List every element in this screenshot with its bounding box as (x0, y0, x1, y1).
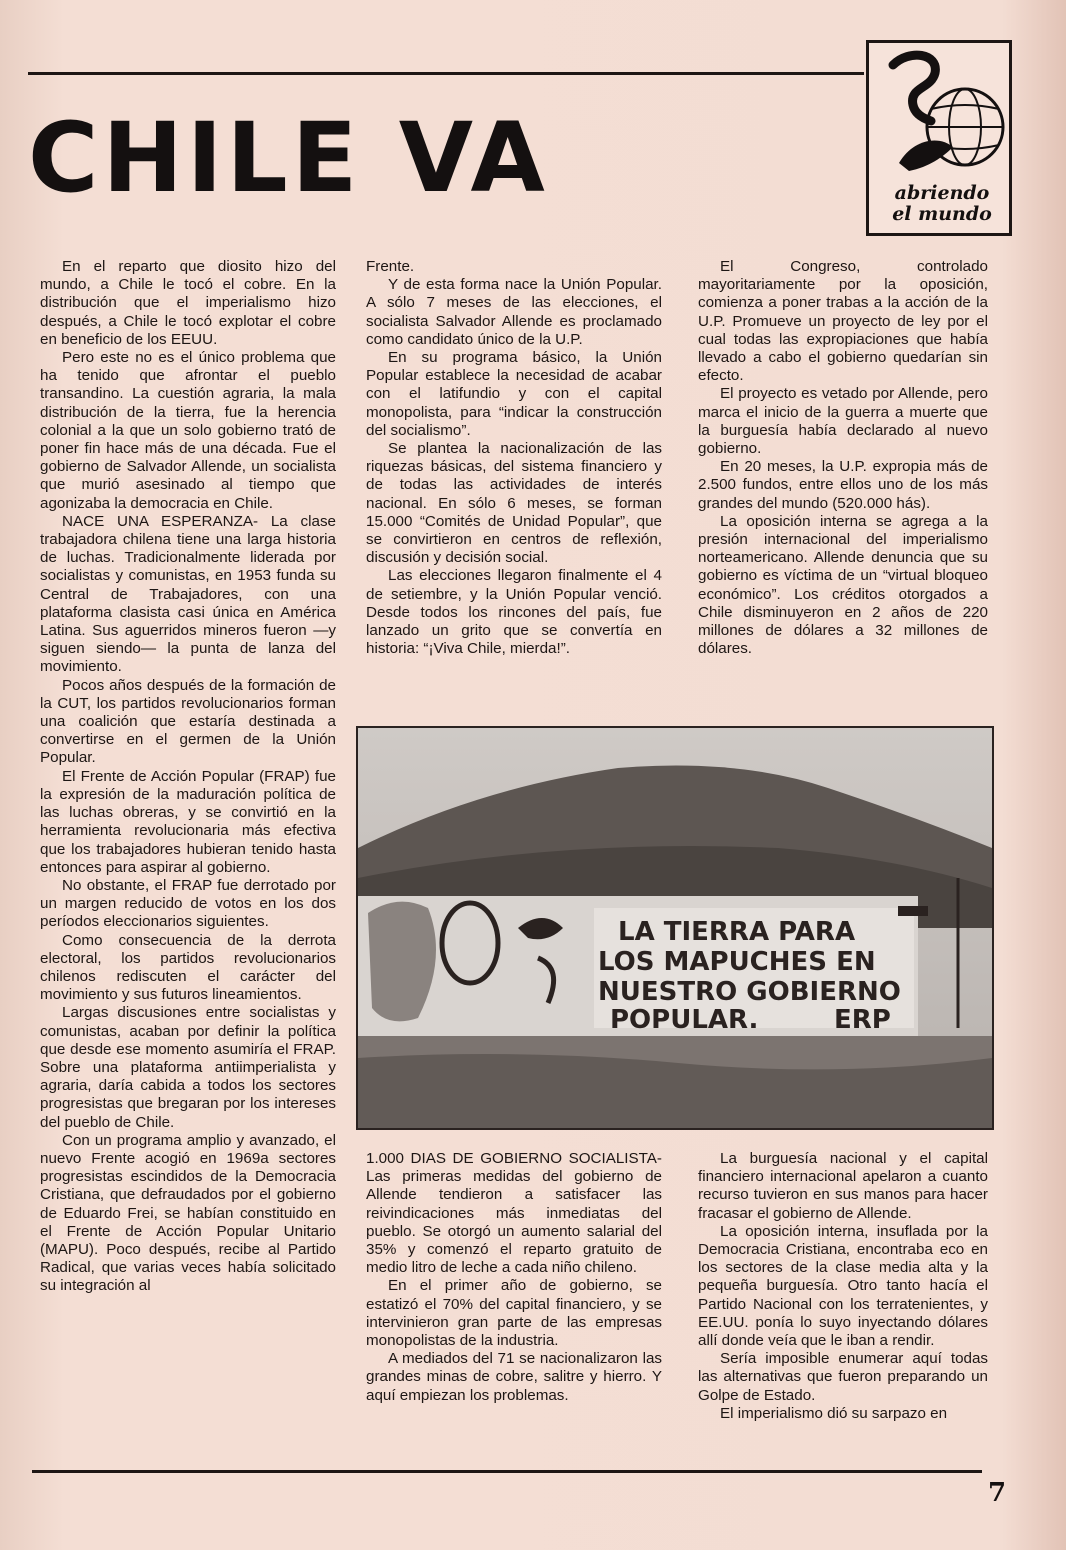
mural-line-3: NUESTRO GOBIERNO (598, 977, 901, 1007)
paragraph: Con un programa amplio y avanzado, el nuevo Frente acogió en 1969a sectores progresistas escindidos de la Democracia Cristiana, que defraudados por el gobierno de Eduardo Frei, se habían constituido en el Frente de Acción Popular Unitario (MAPU). Poco después, recibe al Partido Radical, que varias veces había solicitado su integración al (40, 1131, 336, 1295)
paragraph: Frente. (366, 258, 415, 275)
paragraph: La oposición interna se agrega a la presión internacional del imperialismo norteamericano. Allende denuncia que su gobierno es víctima de un “virtual bloqueo económico”. Los créditos otorgados a Chile disminuyeron en 2 años de 220 millones de dólares a 32 millones de dólares. (698, 512, 988, 658)
paragraph: En su programa básico, la Unión Popular establece la necesidad de acabar con el latifundio y con el capital monopolista, para “indicar la construcción del socialismo”. (366, 349, 662, 439)
paragraph: Y de esta forma nace la Unión Popular. A sólo 7 meses de las elecciones, el socialista Salvador Allende es proclamado como candidato único de la U.P. (366, 276, 662, 348)
column-3-bottom (698, 1150, 988, 1423)
paragraph: La oposición interna, insuflada por la Democracia Cristiana, encontraba eco en los sectores de la clase media alta y la pequeña burguesía. Otro tanto hacía el Partido Nacional con los terratenientes, y EE.UU. ponía lo suyo inyectando dólares allí donde veía que le iban a rendir. (698, 1222, 988, 1350)
paragraph: Largas discusiones entre socialistas y comunistas, acaban por definir la política que desde ese momento asumiría el FRAP. Sobre una plataforma antiimperialista y agraria, daría cabida a todos los sectores progresistas que bregaran por los intereses del pueblo de Chile. (40, 1004, 336, 1131)
paragraph: El Congreso, controlado mayoritariamente por la oposición, comienza a poner trabas a la acción de la U.P. Promueve un proyecto de ley por el cual todas las expropiaciones que había llevado a cabo el gobierno quedarían sin efecto. (698, 258, 988, 385)
paragraph: 1.000 DIAS DE GOBIERNO SOCIALISTA- Las primeras medidas del gobierno de Allende tendieron a satisfacer las reivindicaciones más inmediatas del pueblo. Se otorgó un aumento salarial del 35% y comenzó el reparto gratuito de medio litro de leche a cada niño chileno. (366, 1150, 662, 1277)
column-2-bottom (366, 1150, 662, 1405)
top-rule (28, 72, 864, 75)
mural-line-2: LOS MAPUCHES EN (598, 947, 876, 977)
paragraph: No obstante, el FRAP fue derrotado por un margen reducido de votos en los dos períodos eleccionarios siguientes. (40, 876, 336, 931)
paragraph: En 20 meses, la U.P. expropia más de 2.500 fundos, entre ellos uno de los más grandes del mundo (520.000 hás). (698, 458, 988, 512)
paragraph: El Frente de Acción Popular (FRAP) fue la expresión de la maduración política de las luchas obreras, y se convirtió en la herramienta revolucionaria más efectiva que los trabajadores hubieran tenido hasta entonces para aspirar al gobierno. (40, 767, 336, 876)
paragraph: En el primer año de gobierno, se estatizó el 70% del capital financiero, y se intervinieron gran parte de las empresas monopolistas de la industria. (366, 1277, 662, 1350)
column-3 (698, 258, 988, 658)
mural-line-4: POPULAR. (610, 1005, 759, 1035)
logo-caption: abriendo el mundo (892, 182, 992, 225)
mural-image (358, 728, 992, 1128)
page-number: 7 (988, 1478, 1007, 1508)
paragraph: NACE UNA ESPERANZA- La clase trabajadora chilena tiene una larga historia de luchas. Tradicionalmente liderada por socialistas y comunistas, en 1953 funda su Central de Trabajadores, con una plataforma clasista casi única en América Latina. Sus aguerridos mineros fueron —y siguen siendo— la punta de lanza del movimiento. (40, 512, 336, 676)
paragraph: Las elecciones llegaron finalmente el 4 de setiembre, y la Unión Popular venció. Desde todos los rincones del país, fue lanzado un grito que se convertía en historia: “¡Viva Chile, mierda!”. (366, 567, 662, 658)
paragraph: Sería imposible enumerar aquí todas las alternativas que fueron preparando un Golpe de Estado. (698, 1350, 988, 1404)
paragraph: Como consecuencia de la derrota electoral, los partidos revolucionarios chilenos rediscuten el carácter del movimiento y sus futuros lineamientos. (40, 931, 336, 1004)
headline: CHILE VA (28, 102, 549, 214)
paragraph: Pero este no es el único problema que ha tenido que afrontar el pueblo transandino. La cuestión agraria, la mala distribución de la tierra, fue la herencia colonial a la que un solo gobierno trató de poner fin hace más de una década. Fue el gobierno de Salvador Allende, un socialista que murió asesinado al tiempo que agonizaba la democracia en Chile. (40, 349, 336, 512)
paragraph: El proyecto es vetado por Allende, pero marca el inicio de la guerra a muerte que la burguesía había declarado al nuevo gobierno. (698, 385, 988, 458)
paragraph: A mediados del 71 se nacionalizaron las grandes minas de cobre, salitre y hierro. Y aquí empiezan los problemas. (366, 1350, 662, 1404)
column-2 (366, 258, 662, 658)
section-logo (866, 40, 1012, 236)
paragraph: Pocos años después de la formación de la CUT, los partidos revolucionarios forman una coalición que estaría destinada a convertirse en el germen de la Unión Popular. (40, 676, 336, 767)
paragraph: Se plantea la nacionalización de las riquezas básicas, del sistema financiero y de todas las actividades de interés nacional. En sólo 6 meses, se forman 15.000 “Comités de Unidad Popular”, que se convirtieron en centros de reflexión, discusión y decisión social. (366, 440, 662, 567)
mural-line-5: ERP (834, 1005, 891, 1035)
paragraph: La burguesía nacional y el capital financiero internacional apelaron a cuanto recurso tuvieron en sus manos para hacer fracasar el gobierno de Allende. (698, 1150, 988, 1222)
column-1 (40, 258, 336, 1296)
bottom-rule (32, 1470, 982, 1473)
mural-line-1: LA TIERRA PARA (618, 917, 856, 947)
paragraph: El imperialismo dió su sarpazo en (720, 1404, 948, 1422)
paragraph: En el reparto que diosito hizo del mundo, a Chile le tocó el cobre. En la distribución que el imperialismo hizo después, a Chile le tocó explotar el cobre en beneficio de los EEUU. (40, 258, 336, 348)
mural-photo (356, 726, 994, 1130)
